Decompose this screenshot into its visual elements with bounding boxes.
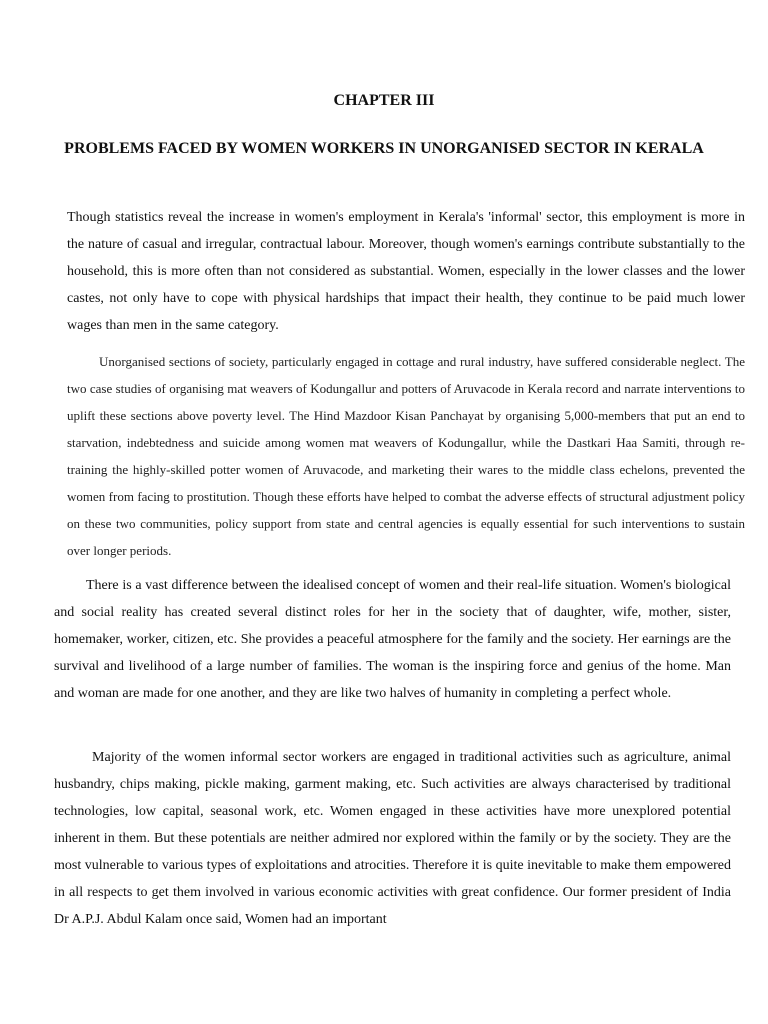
paragraph-case-studies: Unorganised sections of society, particularly engaged in cottage and rural industry, have suffered considerable neglect. The two case studies of organising mat weavers of Kodungallur and potters of Aruvacode in Kerala record and narrate interventions to uplift these sections above poverty level. The Hind Mazdoor Kisan Panchayat by organising 5,000-members that put an end to starvation, indebtedness and suicide among women mat weavers of Kodungallur, while the Dastkari Haa Samiti, through re-training the highly-skilled potter women of Aruvacode, and marketing their wares to the middle class echelons, prevented the women from facing to prostitution. Though these efforts have helped to combat the adverse effects of structural adjustment policy on these two communities, policy support from state and central agencies is equally essential for such interventions to sustain over longer periods. [67, 354, 745, 558]
chapter-title: PROBLEMS FACED BY WOMEN WORKERS IN UNORGANISED SECTOR IN KERALA [64, 140, 704, 157]
chapter-heading: CHAPTER III [333, 92, 435, 109]
paragraph-women-roles: There is a vast difference between the idealised concept of women and their real-life situation. Women's biological and social reality has created several distinct roles for her in the society that of daughter, wife, mother, sister, homemaker, worker, citizen, etc. She provides a peaceful atmosphere for the family and the society. Her earnings are the survival and livelihood of a large number of families. The woman is the inspiring force and genius of the home. Man and woman are made for one another, and they are like two halves of humanity in completing a perfect whole. [54, 578, 731, 701]
paragraph-informal-workers: Majority of the women informal sector workers are engaged in traditional activities such as agriculture, animal husbandry, chips making, pickle making, garment making, etc. Such activities are always characterised by traditional technologies, low capital, seasonal work, etc. Women engaged in these activities have more unexplored potential inherent in them. But these potentials are neither admired nor explored within the family or by the society. They are the most vulnerable to various types of exploitations and atrocities. Therefore it is quite inevitable to make them empowered in all respects to get them involved in various economic activities with great confidence. Our former president of India Dr A.P.J. Abdul Kalam once said, Women had an important [54, 750, 731, 927]
paragraph-intro: Though statistics reveal the increase in women's employment in Kerala's 'informal' sector, this employment is more in the nature of casual and irregular, contractual labour. Moreover, though women's earnings contribute substantially to the household, this is more often than not considered as substantial. Women, especially in the lower classes and the lower castes, not only have to cope with physical hardships that impact their health, they continue to be paid much lower wages than men in the same category. [67, 210, 745, 333]
